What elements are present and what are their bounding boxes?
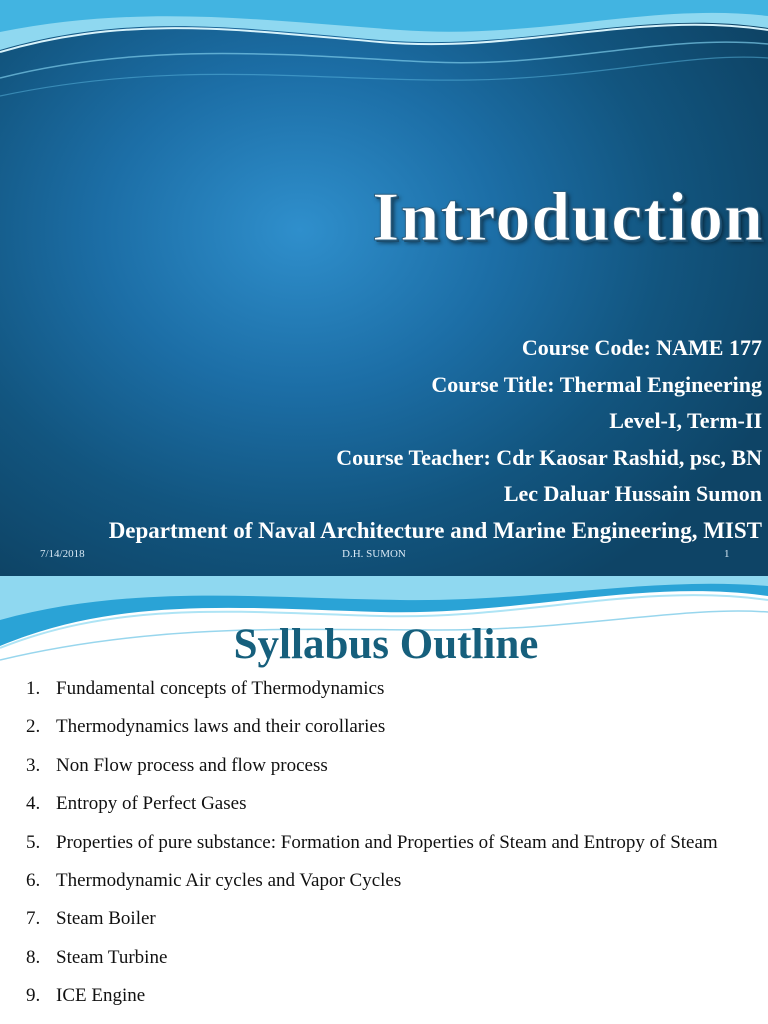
department: Department of Naval Architecture and Marine Engineering, MIST (108, 517, 762, 543)
item-text: Thermodynamic Air cycles and Vapor Cycles (56, 870, 402, 892)
list-item (0, 670, 740, 708)
list-item (0, 862, 740, 900)
course-code: Course Code: NAME 177 (521, 335, 762, 360)
item-text: Non Flow process and flow process (56, 754, 328, 776)
co-teacher: Lec Daluar Hussain Sumon (503, 481, 762, 507)
footer-page-number: 1 (724, 548, 730, 560)
item-number: 5. (26, 831, 41, 853)
wave-decoration (0, 0, 768, 110)
slide-footer (0, 548, 768, 566)
item-number: 1. (26, 678, 41, 699)
item-number: 8. (26, 946, 41, 968)
list-item (0, 747, 740, 785)
footer-date: 7/14/2018 (40, 548, 85, 560)
item-text: Thermodynamics laws and their corollaries (56, 716, 386, 738)
list-item (0, 785, 740, 823)
list-item (0, 708, 740, 746)
level-term: Level-I, Term-II (609, 408, 762, 434)
course-title: Course Title: Thermal Engineering (431, 371, 762, 397)
slide-title: Syllabus Outline (233, 621, 539, 668)
item-number: 6. (26, 870, 41, 892)
list-item (0, 824, 740, 862)
item-number: 9. (26, 985, 41, 1007)
course-info (109, 330, 762, 550)
item-text: Fundamental concepts of Thermodynamics (56, 678, 385, 699)
item-number: 4. (26, 793, 41, 815)
item-text: ICE Engine (56, 985, 146, 1007)
item-text: Steam Boiler (56, 908, 156, 930)
footer-author: D.H. SUMON (342, 548, 406, 560)
course-teacher: Course Teacher: Cdr Kaosar Rashid, psc, BN (336, 444, 762, 470)
slide-title: Introduction (372, 179, 764, 256)
item-number: 3. (26, 754, 41, 776)
item-number: 7. (26, 908, 41, 930)
item-text: Properties of pure substance: Formation and Properties of Steam and Entropy of Steam (56, 831, 718, 853)
syllabus-slide (0, 576, 768, 1024)
item-number: 2. (26, 716, 41, 738)
list-item (0, 977, 740, 1015)
syllabus-list (0, 670, 740, 1016)
list-item (0, 900, 740, 938)
item-text: Entropy of Perfect Gases (56, 793, 247, 815)
list-item (0, 939, 740, 977)
item-text: Steam Turbine (56, 946, 168, 968)
